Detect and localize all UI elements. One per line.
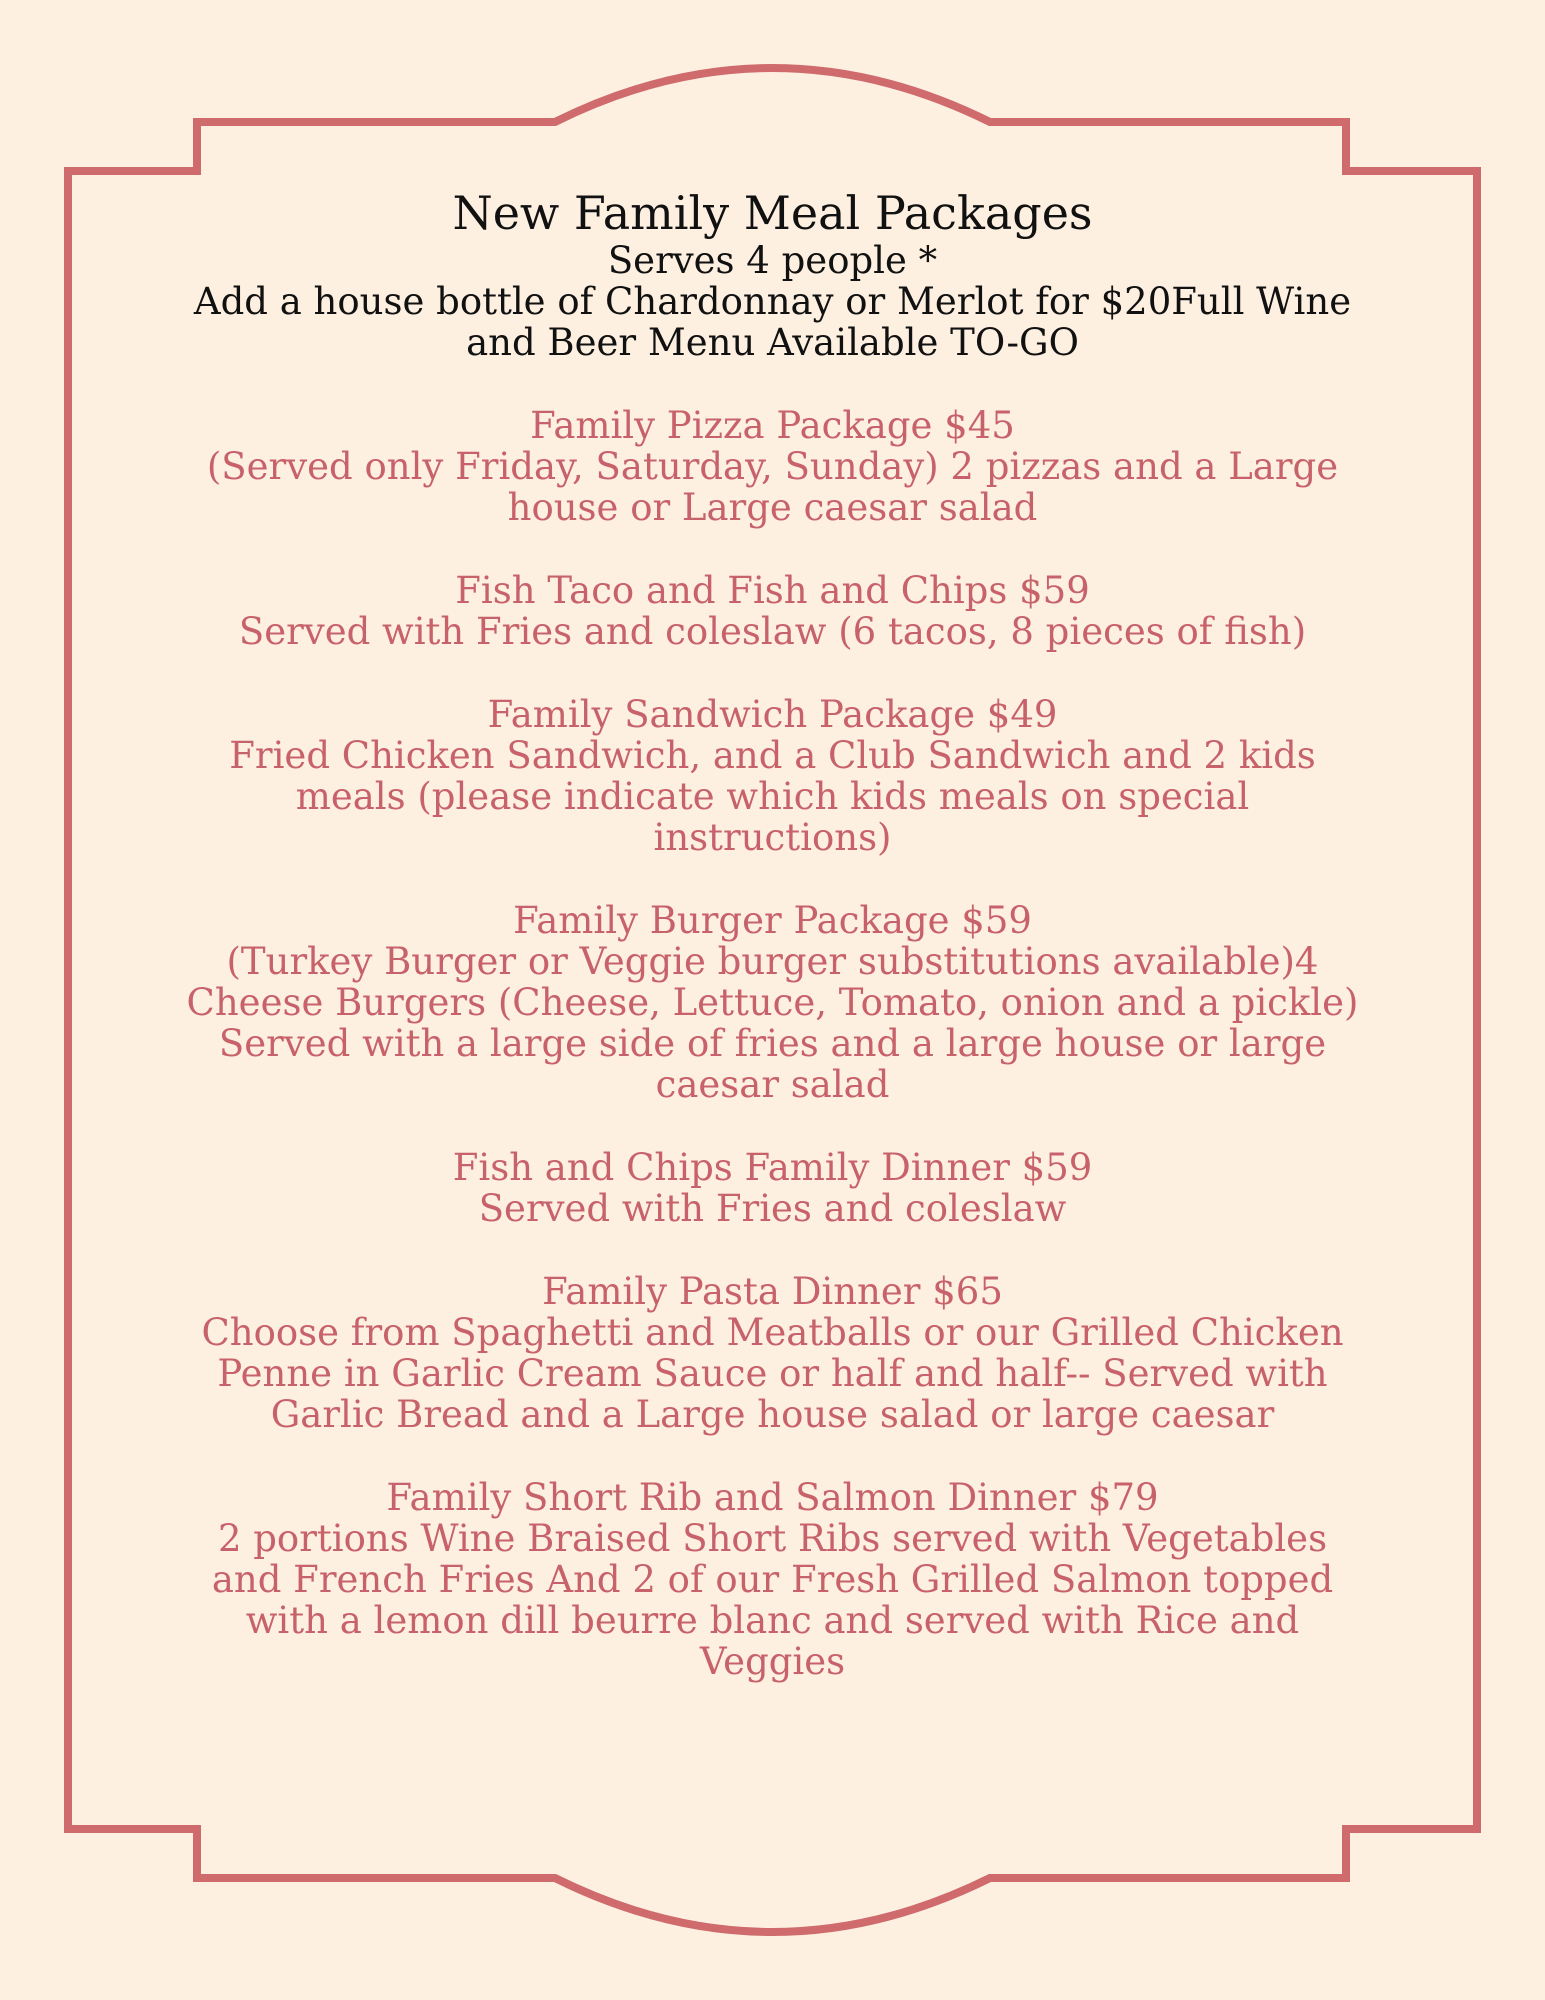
package-heading: Family Short Rib and Salmon Dinner $79 [386,1476,1159,1519]
package-section [150,1477,1395,1682]
package-section [150,694,1395,858]
menu-content [150,186,1395,1682]
package-description-line: instructions) [653,816,892,859]
package-heading: Family Sandwich Package $49 [487,693,1058,736]
package-section [150,1271,1395,1435]
package-heading: Family Pasta Dinner $65 [542,1270,1003,1313]
package-list [150,405,1395,1682]
package-description-line: Served with Fries and coleslaw [478,1187,1067,1230]
package-description-line: caesar salad [655,1063,890,1106]
package-description-line: Cheese Burgers (Cheese, Lettuce, Tomato, onion and a pickle) [186,981,1359,1024]
package-section [150,1147,1395,1229]
package-description-line: (Turkey Burger or Veggie burger substitutions available)4 [226,940,1319,983]
serves-note: Serves 4 people * [607,239,938,282]
menu-header [150,186,1395,363]
package-section [150,570,1395,652]
package-description-line: Veggies [699,1640,846,1683]
package-description-line: Choose from Spaghetti and Meatballs or our Grilled Chicken [201,1311,1344,1354]
package-description-line: with a lemon dill beurre blanc and served with Rice and [245,1599,1300,1642]
package-description-line: Garlic Bread and a Large house salad or large caesar [270,1393,1275,1436]
package-description-line: house or Large caesar salad [507,486,1038,529]
package-heading: Fish and Chips Family Dinner $59 [452,1146,1093,1189]
package-description-line: Served with a large side of fries and a large house or large [218,1022,1327,1065]
package-section [150,900,1395,1105]
wine-note-line-2: and Beer Menu Available TO-GO [466,321,1079,364]
package-description-line: and French Fries And 2 of our Fresh Grilled Salmon topped [211,1558,1334,1601]
wine-note-line-1: Add a house bottle of Chardonnay or Merlot for $20Full Wine [193,280,1352,323]
package-description-line: Served with Fries and coleslaw (6 tacos, 8 pieces of fish) [238,610,1307,653]
package-description-line: meals (please indicate which kids meals on special [295,775,1250,818]
package-description-line: (Served only Friday, Saturday, Sunday) 2 pizzas and a Large [206,445,1339,488]
package-description-line: Penne in Garlic Cream Sauce or half and half-- Served with [217,1352,1328,1395]
package-description-line: Fried Chicken Sandwich, and a Club Sandwich and 2 kids [229,734,1316,777]
package-heading: Fish Taco and Fish and Chips $59 [455,569,1090,612]
package-section [150,405,1395,528]
package-description-line: 2 portions Wine Braised Short Ribs served with Vegetables [217,1517,1328,1560]
package-heading: Family Pizza Package $45 [530,404,1015,447]
page-title: New Family Meal Packages [452,186,1093,240]
package-heading: Family Burger Package $59 [513,899,1032,942]
